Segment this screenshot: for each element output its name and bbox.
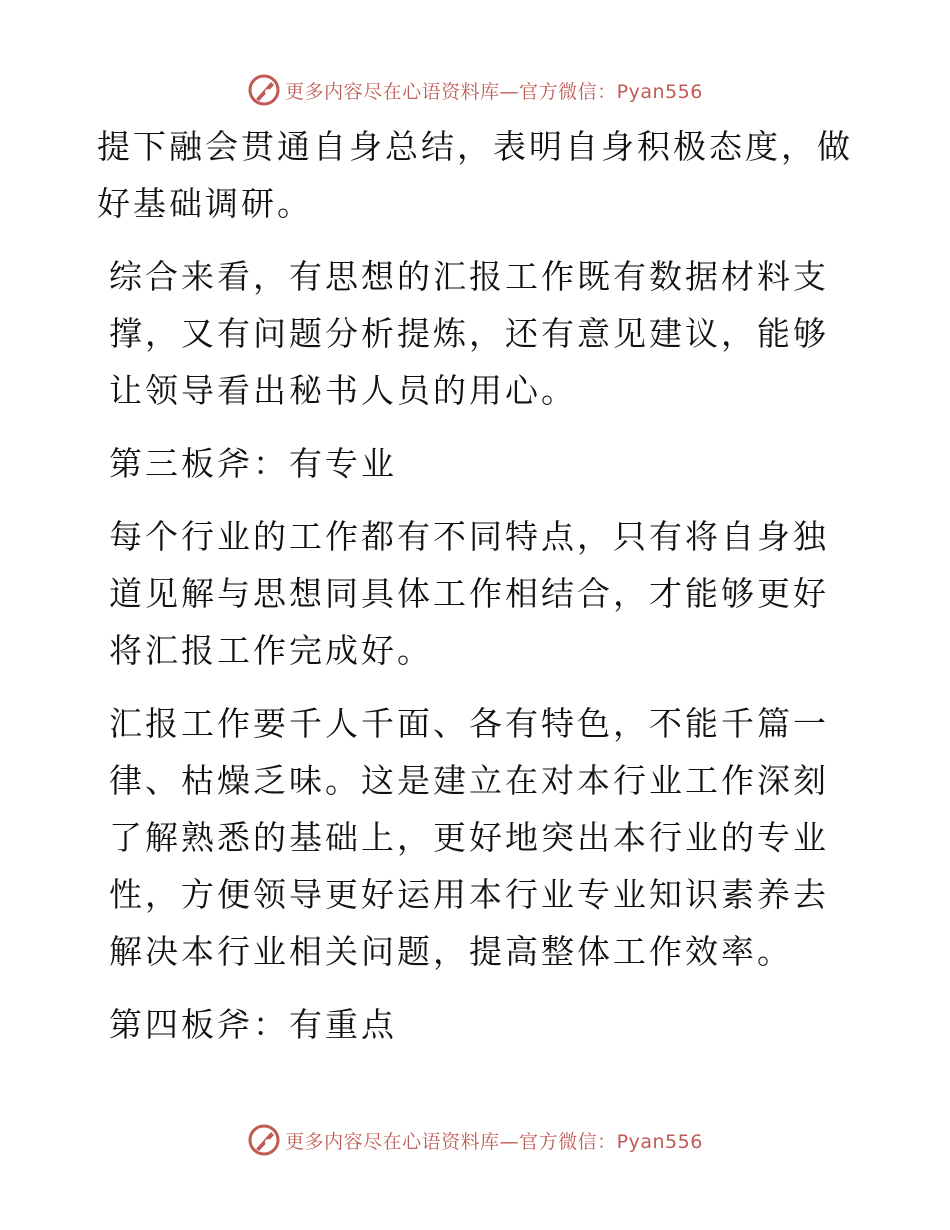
watermark-text: 更多内容尽在心语资料库—官方微信：Pyan556 <box>285 80 703 103</box>
quill-logo-icon <box>247 1123 281 1157</box>
section-heading-3: 第三板斧：有专业 <box>109 444 397 483</box>
paragraph-4: 汇报工作要千人千面、各有特色，不能千篇一律、枯燥乏味。这是建立在对本行业工作深刻了解熟悉的基础上，更好地突出本行业的专业性，方便领导更好运用本行业专业知识素养去解决本行业相关问题，提高整体工作效率。 <box>109 704 829 971</box>
watermark-text: 更多内容尽在心语资料库—官方微信：Pyan556 <box>285 1130 703 1153</box>
paragraph-2: 综合来看，有思想的汇报工作既有数据材料支撑，又有问题分析提炼，还有意见建议，能够让领导看出秘书人员的用心。 <box>109 257 829 410</box>
footer-watermark <box>0 1120 950 1160</box>
paragraph-1: 提下融会贯通自身总结，表明自身积极态度，做好基础调研。 <box>97 127 853 223</box>
document-body <box>97 118 857 1069</box>
header-watermark <box>0 70 950 110</box>
quill-logo-icon <box>247 73 281 107</box>
paragraph-3: 每个行业的工作都有不同特点，只有将自身独道见解与思想同具体工作相结合，才能够更好将汇报工作完成好。 <box>109 517 829 670</box>
section-heading-4: 第四板斧：有重点 <box>109 1005 397 1044</box>
